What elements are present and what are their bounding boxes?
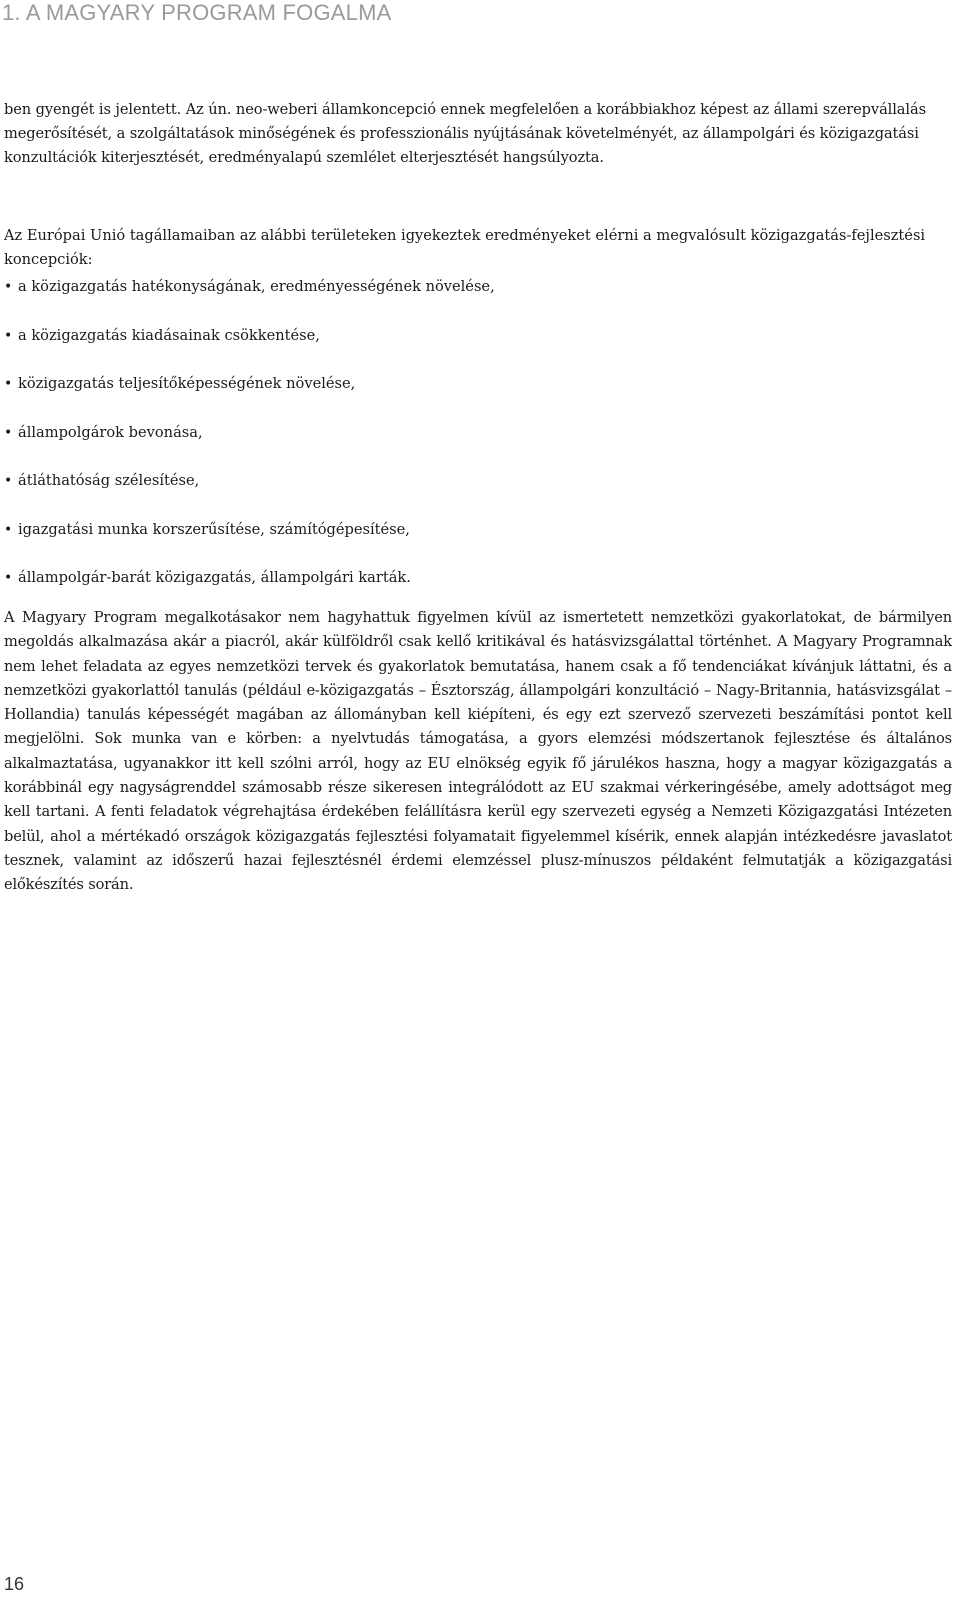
eu-intro-paragraph: Az Európai Unió tagállamaiban az alábbi területeken igyekeztek eredményeket elérni a megvalósult közigazgatás-fejlesztési koncepciók: — [4, 227, 926, 268]
bullet-icon: • — [4, 279, 13, 295]
bullet-icon: • — [4, 327, 13, 344]
bullet-icon: • — [4, 570, 13, 586]
list-item: • közigazgatás teljesítőképességének növelése, — [4, 372, 495, 421]
bullet-icon: • — [4, 521, 13, 538]
bullet-icon: • — [4, 424, 13, 441]
body-paragraph: A Magyary Program megalkotásakor nem hagyhattuk figyelmen kívül az ismertetett nemzetközi gyakorlatokat, de bármilyen megoldás alkalmazása akár a piacról, akár külföldről csak kellő kritikával és hatásvizsgálattal történhet. A Magyary Programnak nem lehet feladata az egyes nemzetközi tervek és gyakorlatok bemutatása, hanem csak a fő tendenciákat kívánjuk láttatni, és a nemzetközi gyakorlattól tanulás (például e-közigazgatás – Észtország, állampolgári konzultáció – Nagy-Britannia, hatásvizsgálat – Hollandia) tanulás képességét magában az állományban kell kiépíteni, és egy ezt szervező szervezeti beszámítási pontot kell megjelölni. Sok munka van e körben: a nyelvtudás támogatása, a gyors elemzési módszertanok fejlesztése és általános alkalmaztatása, ugyanakkor itt kell szólni arról, hogy az EU elnökség egyik fő járulékos haszna, hogy a magyar közigazgatás a korábbinál egy nagyságrenddel számosabb része sikeresen integrálódott az EU szakmai vérkeringésébe, amely adottságot meg kell tartani. A fenti feladatok végrehajtása érdekében felállításra kerül egy szervezeti egység a Nemzeti Közigazgatási Intézeten belül, ahol a mértékadó országok közigazgatás fejlesztési folyamatait figyelemmel kísérik, ennek alapján intézkedésre javaslatot tesznek, valamint az időszerű hazai fejlesztésnél érdemi elemzéssel plusz-mínuszos példaként felmutatják a közigazgatási előkészítés során. — [4, 609, 952, 894]
bullet-icon: • — [4, 473, 13, 489]
list-item: • a közigazgatás hatékonyságának, eredményességének növelése, — [4, 275, 495, 324]
list-item: • a közigazgatás kiadásainak csökkentése, — [4, 324, 495, 373]
list-item: • átláthatóság szélesítése, — [4, 469, 495, 518]
bullet-list — [4, 275, 495, 615]
intro-paragraph: ben gyengét is jelentett. Az ún. neo-weberi államkoncepció ennek megfelelően a korábbiakhoz képest az állami szerepvállalás megerősítését, a szolgáltatások minőségének és professzionális nyújtásának követelményét, az állampolgári és közigazgatási konzultációk kiterjesztését, eredményalapú szemlélet elterjesztését hangsúlyozta. — [4, 101, 926, 166]
page-number: 16 — [4, 1574, 25, 1594]
bullet-icon: • — [4, 376, 13, 392]
list-item: • állampolgár-barát közigazgatás, állampolgári karták. — [4, 566, 495, 615]
list-item: • igazgatási munka korszerűsítése, számítógépesítése, — [4, 518, 495, 567]
list-item: • állampolgárok bevonása, — [4, 421, 495, 470]
chapter-header: 1. A MAGYARY PROGRAM FOGALMA — [2, 0, 392, 25]
